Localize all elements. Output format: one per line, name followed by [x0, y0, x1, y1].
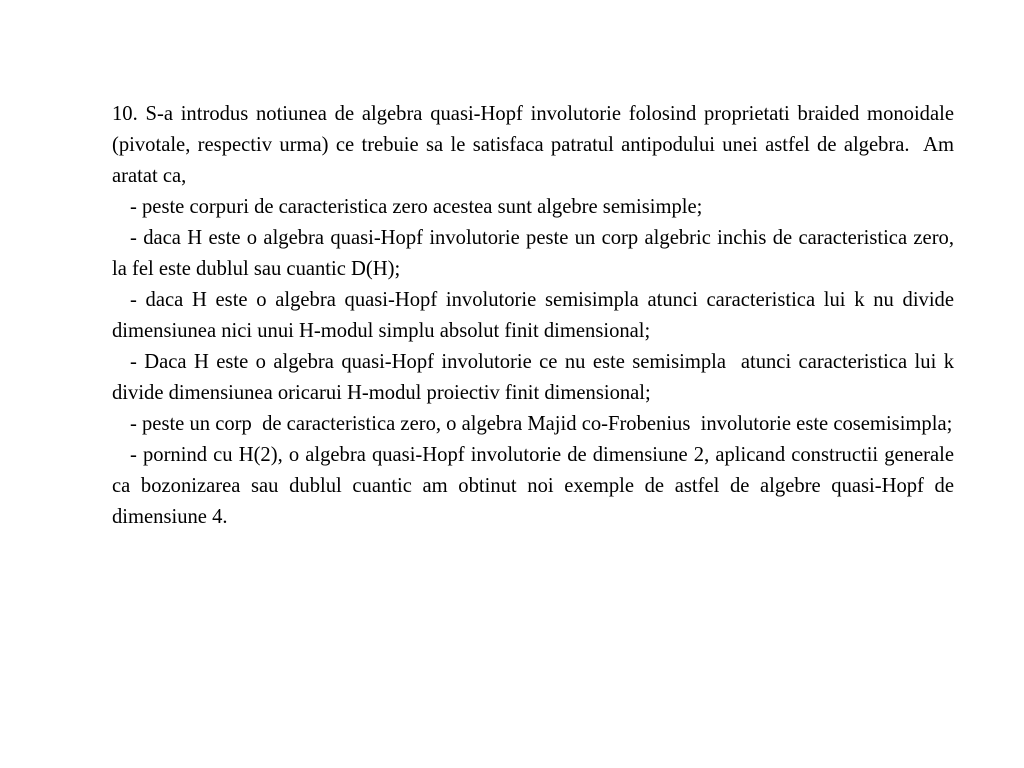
list-item: - daca H este o algebra quasi-Hopf involutorie peste un corp algebric inchis de caracteristica zero, la fel este dublul sau cuantic D(H); [112, 227, 960, 280]
intro-paragraph: 10. S-a introdus notiunea de algebra quasi-Hopf involutorie folosind proprietati braided monoidale (pivotale, respectiv urma) ce trebuie sa le satisfaca patratul antipodului unei astfel de algebra. Am aratat ca, [112, 103, 960, 187]
list-item: - peste corpuri de caracteristica zero acestea sunt algebre semisimple; [130, 196, 703, 218]
text-body [112, 99, 960, 533]
list-item: - pornind cu H(2), o algebra quasi-Hopf involutorie de dimensiune 2, aplicand constructii generale ca bozonizarea sau dublul cuantic am obtinut noi exemple de astfel de algebre quasi-Hopf de dimensiune 4. [112, 444, 960, 528]
list-item: - Daca H este o algebra quasi-Hopf involutorie ce nu este semisimpla atunci caracteristica lui k divide dimensiunea oricarui H-modul proiectiv finit dimensional; [112, 351, 960, 404]
list-item: - peste un corp de caracteristica zero, o algebra Majid co-Frobenius involutorie este cosemisimpla; [130, 413, 953, 435]
list-item: - daca H este o algebra quasi-Hopf involutorie semisimpla atunci caracteristica lui k nu divide dimensiunea nici unui H-modul simplu absolut finit dimensional; [112, 289, 960, 342]
